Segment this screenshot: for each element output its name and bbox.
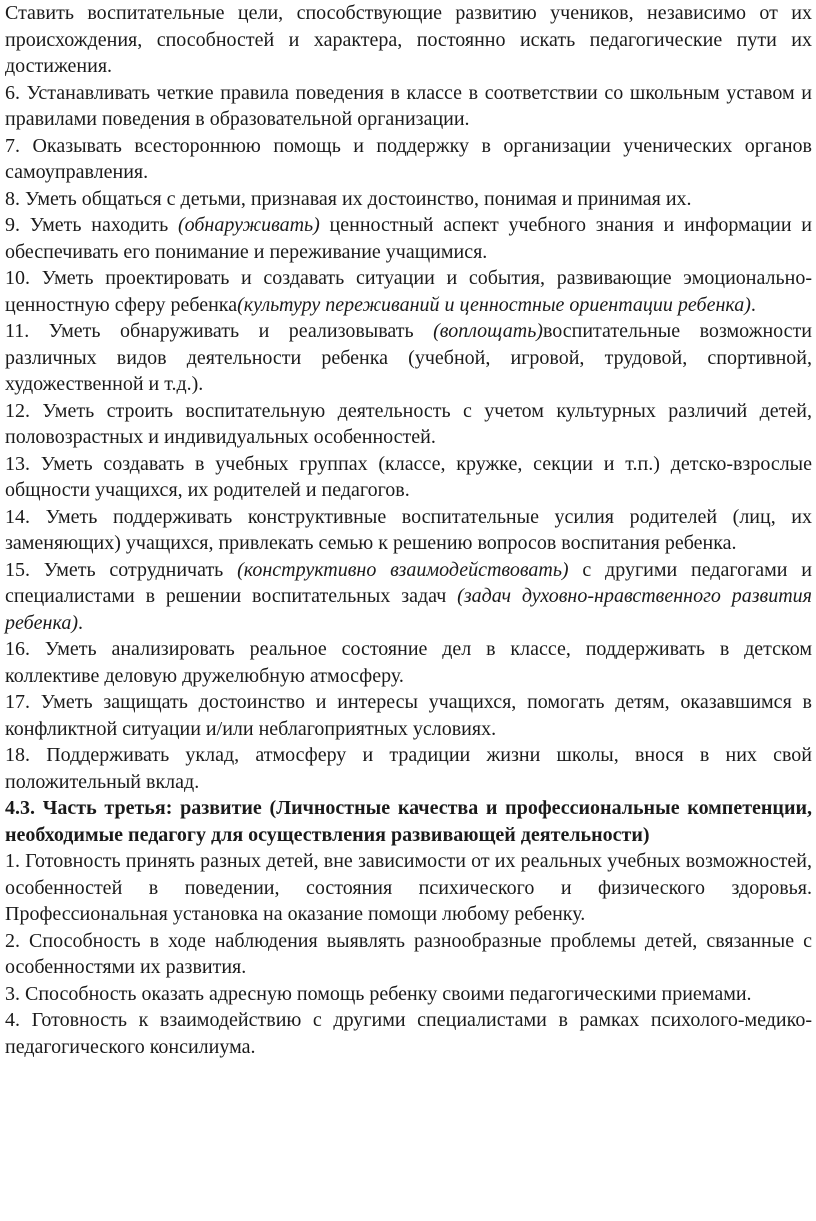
- list-item-16: [5, 636, 812, 689]
- text-run: 12. Уметь строить воспитательную деятельность с учетом культурных различий детей, половозрастных и индивидуальных особенностей.: [5, 399, 812, 448]
- heading-text: 4.3. Часть третья: развитие (Личностные качества и профессиональные компетенции, необходимые педагогу для осуществления развивающей деятельности): [5, 797, 812, 846]
- italic-text-run: (воплощать): [433, 320, 543, 342]
- text-run: 13. Уметь создавать в учебных группах (классе, кружке, секции и т.п.) детско-взрослые общности учащихся, их родителей и педагогов.: [5, 452, 812, 501]
- text-run: 15. Уметь сотрудничать: [5, 558, 238, 581]
- text-run: ценностный аспект учебного знания и информации и обеспечивать его понимание и переживание учащимися.: [5, 214, 812, 263]
- list-item-10: [5, 265, 812, 318]
- text-run: 10. Уметь проектировать и создавать ситуации и события, развивающие эмоционально-ценностную сферу ребенка: [5, 267, 812, 316]
- list-item-17: [5, 689, 812, 742]
- text-run: воспитательные возможности различных видов деятельности ребенка (учебной, игровой, трудовой, спортивной, художественной и т.д.).: [5, 320, 812, 395]
- paragraph-intro: [5, 0, 812, 80]
- list-item-8: [5, 186, 812, 213]
- development-item-2: [5, 928, 812, 981]
- text-run: .: [78, 611, 83, 634]
- text-run: 16. Уметь анализировать реальное состояние дел в классе, поддерживать в детском коллективе деловую дружелюбную атмосферу.: [5, 638, 812, 687]
- text-run: .: [750, 293, 756, 316]
- text-run: Ставить воспитательные цели, способствующие развитию учеников, независимо от их происхождения, способностей и характера, постоянно искать педагогические пути их достижения.: [5, 2, 812, 77]
- list-item-13: [5, 451, 812, 504]
- list-item-11: [5, 318, 812, 398]
- text-run: 14. Уметь поддерживать конструктивные воспитательные усилия родителей (лиц, их заменяющих) учащихся, привлекать семью к решению вопросов воспитания ребенка.: [5, 505, 812, 554]
- text-run: с другими педагогами и специалистами в решении воспитательных задач: [5, 558, 812, 607]
- text-run: 3. Способность оказать адресную помощь ребенку своими педагогическими приемами.: [5, 982, 752, 1005]
- development-item-3: [5, 981, 812, 1008]
- list-item-12: [5, 398, 812, 451]
- italic-text-run: (обнаруживать): [177, 214, 320, 236]
- list-item-15: [5, 557, 812, 637]
- text-run: 1. Готовность принять разных детей, вне зависимости от их реальных учебных возможностей, особенностей в поведении, состояния психического и физического здоровья. Профессиональная установка на оказание помощи любому ребенку.: [5, 850, 812, 925]
- text-run: 17. Уметь защищать достоинство и интересы учащихся, помогать детям, оказавшимся в конфликтной ситуации и/или неблагоприятных условиях.: [5, 691, 812, 740]
- italic-text-run: (задач духовно-нравственного развития ребенка): [5, 585, 812, 634]
- italic-text-run: (культуру переживаний и ценностные ориентации ребенка): [237, 293, 751, 316]
- list-item-14: [5, 504, 812, 557]
- text-run: 7. Оказывать всестороннюю помощь и поддержку в организации ученических органов самоуправления.: [5, 134, 812, 183]
- list-item-6: [5, 80, 812, 133]
- text-run: 9. Уметь находить: [5, 214, 178, 236]
- text-run: 4. Готовность к взаимодействию с другими специалистами в рамках психолого-медико-педагогического консилиума.: [5, 1009, 812, 1058]
- section-heading: [5, 795, 812, 848]
- text-run: 18. Поддерживать уклад, атмосферу и традиции жизни школы, внося в них свой положительный вклад.: [5, 744, 812, 793]
- list-item-7: [5, 133, 812, 186]
- development-item-1: [5, 848, 812, 928]
- italic-text-run: (конструктивно взаимодействовать): [237, 558, 569, 581]
- list-item-9: [5, 212, 812, 265]
- list-item-18: [5, 742, 812, 795]
- text-run: 6. Устанавливать четкие правила поведения в классе в соответствии со школьным уставом и правилами поведения в образовательной организации.: [5, 81, 812, 130]
- text-run: 2. Способность в ходе наблюдения выявлять разнообразные проблемы детей, связанные с особенностями их развития.: [5, 929, 812, 978]
- development-item-4: [5, 1007, 812, 1060]
- text-run: 8. Уметь общаться с детьми, признавая их достоинство, понимая и принимая их.: [5, 187, 692, 210]
- text-run: 11. Уметь обнаруживать и реализовывать: [5, 320, 434, 342]
